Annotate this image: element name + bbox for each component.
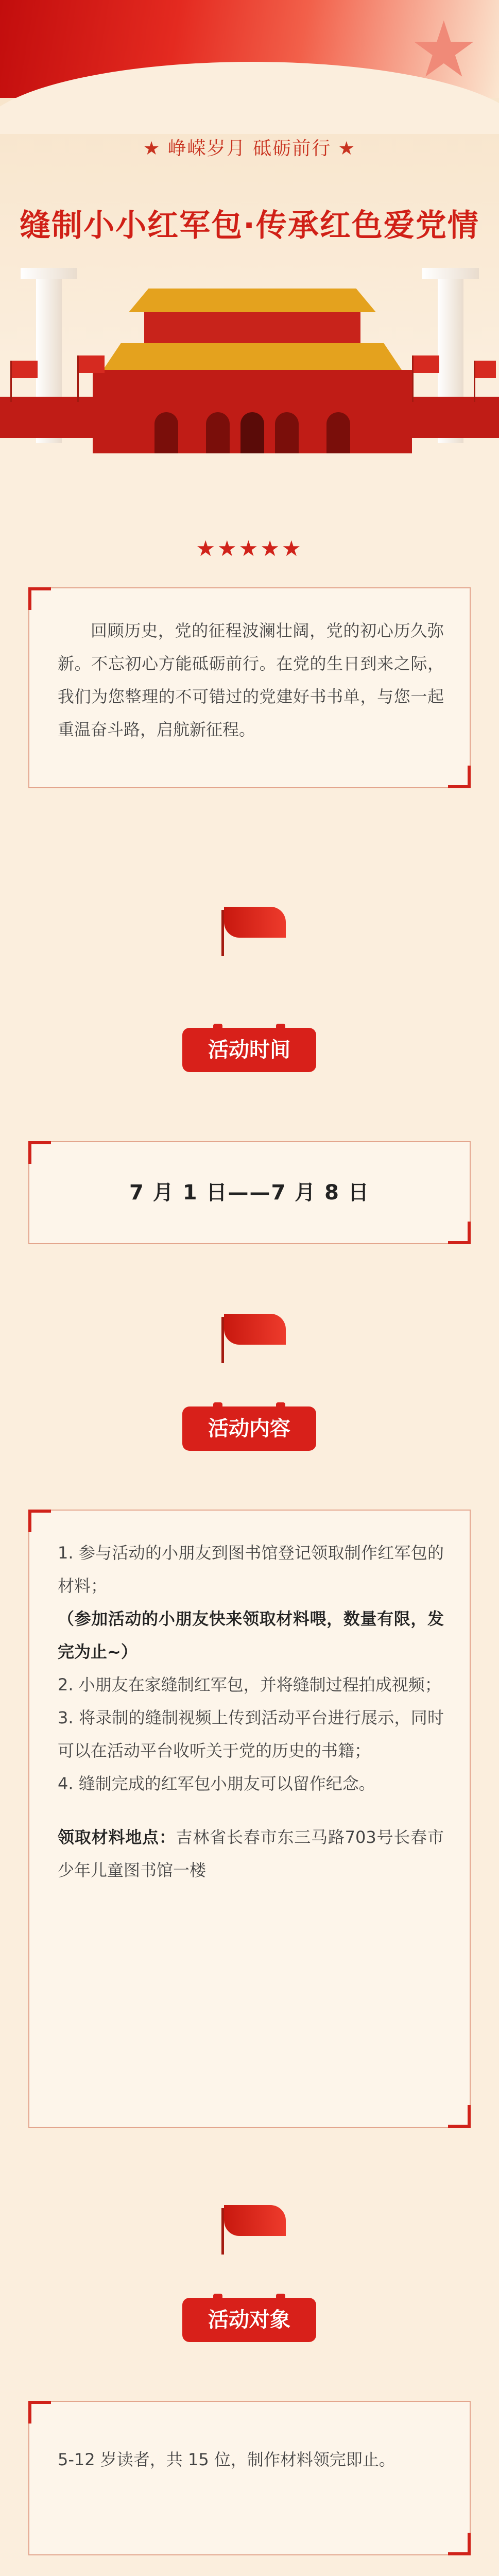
activity-date: 7 月 1 日——7 月 8 日 <box>129 1181 370 1205</box>
pickup-address-label: 领取材料地点： <box>58 1827 176 1847</box>
stars-divider: ★★★★★ <box>196 536 303 561</box>
pickup-address <box>58 1821 444 1887</box>
content-item-4: 4. 缝制完成的红军包小朋友可以留作纪念。 <box>58 1774 375 1793</box>
star-icon: ★ <box>409 5 478 95</box>
content-item-1: 1. 参与活动的小朋友到图书馆登记领取制作红军包的材料； <box>58 1543 444 1596</box>
section-title-content: 活动内容 <box>182 1406 316 1451</box>
time-box <box>28 1141 471 1244</box>
red-flag-icon <box>216 1314 288 1350</box>
audience-box <box>28 2401 471 2555</box>
content-item-2: 2. 小朋友在家缝制红军包，并将缝制过程拍成视频； <box>58 1675 441 1694</box>
section-title-audience: 活动对象 <box>182 2298 316 2342</box>
audience-text: 5-12 岁读者，共 15 位，制作材料领完即止。 <box>58 2450 395 2469</box>
intro-box <box>28 587 471 788</box>
content-box <box>28 1510 471 2128</box>
page-title: 缝制小小红军包·传承红色爱党情 <box>20 208 479 244</box>
red-flag-icon <box>414 355 439 373</box>
pickup-address-value: 吉林省长春市东三马路703号长春市少年儿童图书馆一楼 <box>58 1827 444 1880</box>
red-flag-icon <box>216 2205 288 2241</box>
red-flag-icon <box>12 361 38 378</box>
header-banner <box>0 0 499 464</box>
header-tagline: ★ 峥嵘岁月 砥砺前行 ★ <box>143 138 356 159</box>
tiananmen-illustration <box>82 289 422 453</box>
content-note: （参加活动的小朋友快来领取材料喂，数量有限，发完为止~） <box>58 1609 444 1662</box>
red-flag-icon <box>79 355 105 373</box>
red-flag-icon <box>216 907 288 943</box>
content-item-3: 3. 将录制的缝制视频上传到活动平台进行展示，同时可以在活动平台收听关于党的历史的书籍； <box>58 1708 444 1760</box>
section-title-time: 活动时间 <box>182 1028 316 1072</box>
intro-text: 回顾历史，党的征程波澜壮阔，党的初心历久弥新。不忘初心方能砥砺前行。在党的生日到来之际，我们为您整理的不可错过的党建好书书单，与您一起重温奋斗路，启航新征程。 <box>58 621 444 739</box>
red-flag-icon <box>475 361 496 378</box>
